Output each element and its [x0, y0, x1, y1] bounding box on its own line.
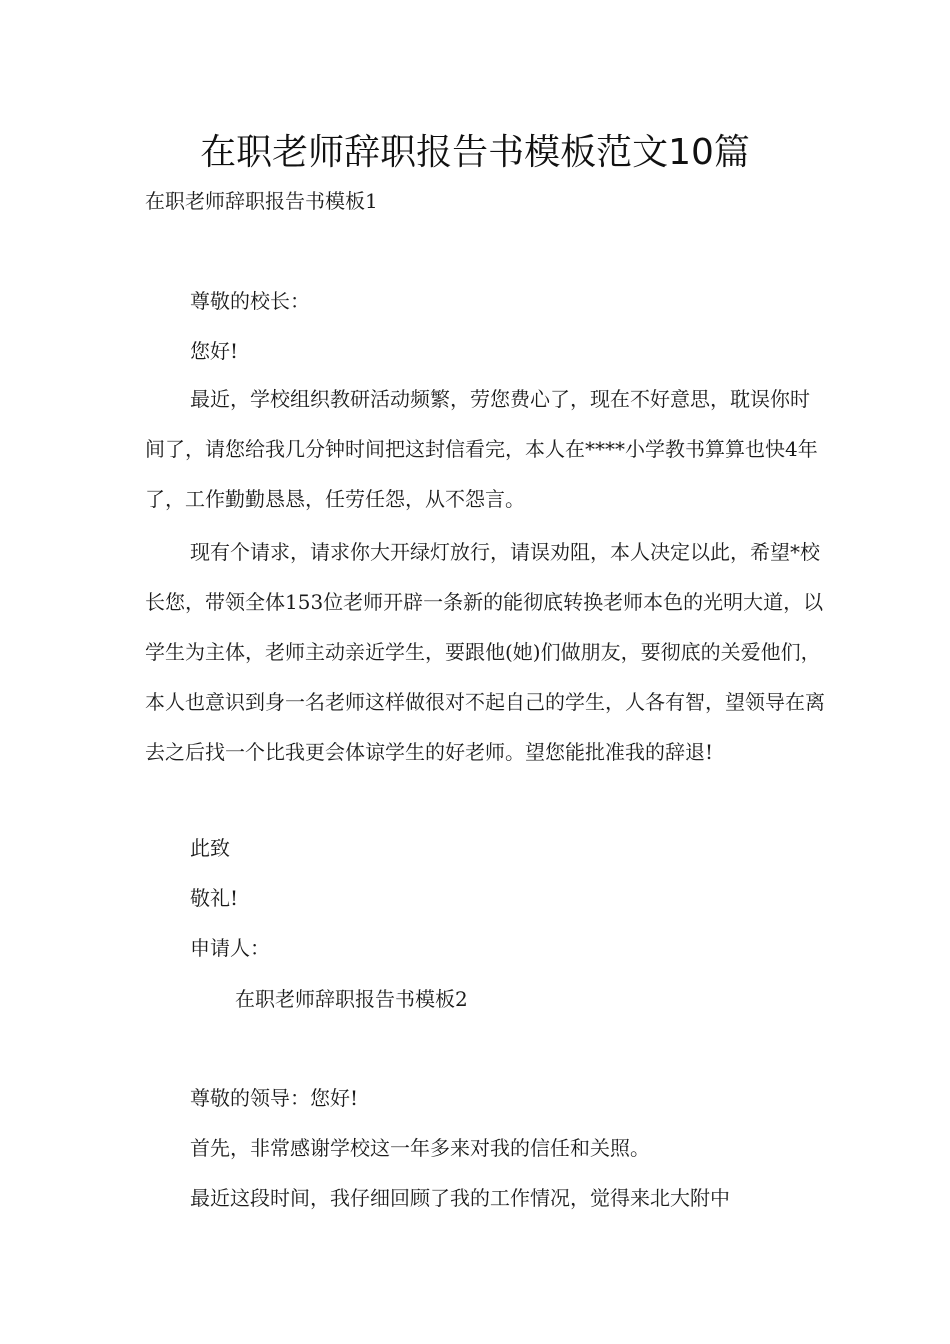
- section1-applicant: 申请人：: [190, 936, 270, 960]
- section2-paragraph-2: 最近这段时间，我仔细回顾了我的工作情况，觉得来北大附中: [190, 1186, 730, 1210]
- section1-heading: 在职老师辞职报告书模板1: [145, 189, 378, 213]
- section2-heading: 在职老师辞职报告书模板2: [235, 987, 468, 1011]
- section2-salutation: 尊敬的领导：您好!: [190, 1086, 359, 1110]
- section2-paragraph-1: 首先，非常感谢学校这一年多来对我的信任和关照。: [190, 1136, 650, 1160]
- document-title: 在职老师辞职报告书模板范文10篇: [200, 132, 750, 173]
- section1-closing-1: 此致: [190, 836, 230, 860]
- section1-salutation: 尊敬的校长：: [190, 289, 310, 313]
- section1-greeting: 您好!: [190, 339, 239, 363]
- section1-paragraph-1: 最近，学校组织教研活动频繁，劳您费心了，现在不好意思，耽误你时间了，请您给我几分钟时间把这封信看完，本人在****小学教书算算也快4年了，工作勤勤恳恳，任劳任怨，从不怨言。: [145, 387, 818, 511]
- section1-paragraph-2: 现有个请求，请求你大开绿灯放行，请误劝阻，本人决定以此，希望*校长您，带领全体153位老师开辟一条新的能彻底转换老师本色的光明大道，以学生为主体，老师主动亲近学生，要跟他(她)们做朋友，要彻底的关爱他们，本人也意识到身一名老师这样做很对不起自己的学生，人各有智，望领导在离去之后找一个比我更会体谅学生的好老师。望您能批准我的辞退!: [145, 540, 825, 764]
- section1-closing-2: 敬礼!: [190, 886, 239, 910]
